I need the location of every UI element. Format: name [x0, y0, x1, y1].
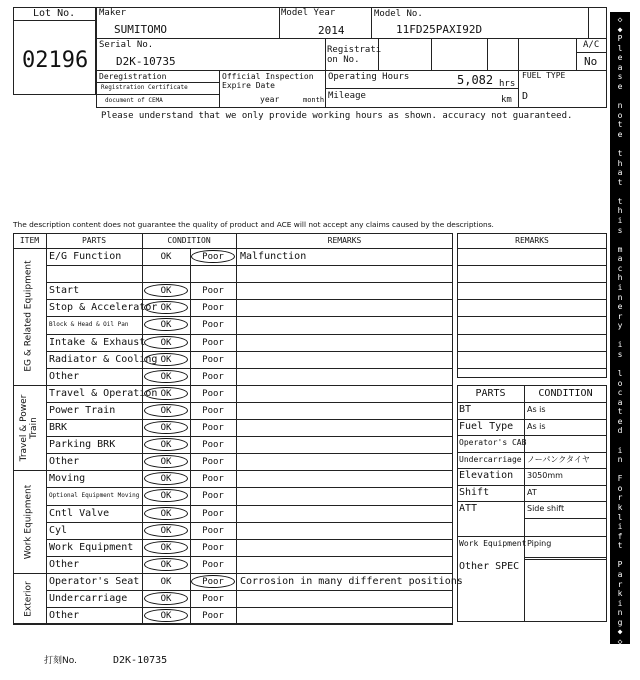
spec-condition-value: Side shift [527, 504, 565, 513]
sidebar-char: r [617, 579, 623, 589]
row-rule [524, 518, 607, 519]
ok-circle-mark [144, 609, 188, 622]
sidebar-char: o [617, 483, 623, 493]
poor-option: Poor [202, 508, 224, 519]
right-remarks-header: REMARKS [515, 236, 549, 245]
spec-condition-value: Piping [527, 538, 552, 548]
sidebar-char: h [617, 206, 623, 216]
group-label: Travel & Power Train [18, 394, 39, 461]
spec-part-name: ATT [459, 503, 478, 514]
doc-cema-label: document of CEMA [105, 97, 163, 104]
op-hours-value: 5,082 [457, 73, 494, 87]
part-name: Stop & Accelerator [49, 302, 158, 314]
sidebar-char: i [617, 598, 623, 608]
row-rule [457, 351, 607, 352]
row-rule [457, 282, 607, 283]
part-name: E/G Function [49, 251, 122, 262]
sidebar-char: k [617, 503, 623, 513]
sidebar-char: s [617, 225, 623, 235]
row-rule [457, 536, 607, 537]
model-no-label: Model No. [374, 9, 423, 19]
inspection-label: Official Inspection Expire Date [222, 72, 314, 91]
poor-option: Poor [202, 405, 224, 416]
sidebar-char: P [617, 560, 623, 570]
part-name: Work Equipment [49, 541, 134, 553]
spec-condition-value: As is [527, 405, 546, 414]
part-name: Moving [49, 473, 86, 485]
poor-option: Poor [202, 286, 224, 297]
ok-option: OK [160, 457, 172, 468]
model-no-value: 11FD25PAXI92D [396, 23, 483, 36]
spec-part-name: Other SPEC [459, 560, 520, 572]
ok-option: OK [160, 440, 172, 451]
sidebar-char: o [617, 110, 623, 120]
row-rule [46, 590, 453, 591]
row-rule [46, 368, 453, 369]
ok-circle-mark [144, 404, 188, 417]
row-rule [46, 436, 453, 437]
sidebar-char: i [617, 445, 623, 455]
sidebar-char: t [617, 148, 623, 158]
sidebar-char: n [617, 292, 623, 302]
sidebar-char: a [617, 254, 623, 264]
spec-condition-value: ノーパンクタイヤ [527, 454, 590, 464]
row-rule [457, 368, 607, 369]
ok-circle-mark [144, 507, 188, 520]
sidebar-char: ◇ [617, 15, 623, 24]
group-label: Work Equipment [23, 484, 34, 559]
column-rule [236, 233, 237, 624]
row-rule [457, 248, 607, 249]
spec-part-name: Fuel Type [459, 420, 514, 432]
sidebar-char: i [617, 282, 623, 292]
sidebar-char: a [617, 570, 623, 579]
dereg-label: Deregistration [99, 72, 167, 81]
sidebar-char: l [617, 43, 623, 53]
sidebar-char: t [617, 120, 623, 130]
part-name: Cyl [49, 524, 68, 536]
sidebar-char: ◆ [617, 24, 623, 34]
sidebar-char: e [617, 53, 623, 63]
sidebar-char: a [617, 168, 623, 178]
sidebar-char: e [617, 81, 623, 91]
sidebar-char: o [617, 378, 623, 388]
right-remarks-box [457, 233, 607, 378]
maker-label: Maker [99, 8, 127, 18]
fuel-type-label: FUEL TYPE [522, 71, 566, 80]
sidebar-char: m [617, 244, 623, 254]
column-rule [524, 385, 525, 622]
row-rule [13, 385, 453, 386]
month-label: month [303, 96, 325, 104]
ok-option: OK [160, 559, 172, 570]
ok-option: OK [160, 405, 172, 416]
remark-text: Malfunction [240, 251, 307, 262]
col-remarks-header: REMARKS [327, 236, 362, 245]
location-note-sidebar [610, 12, 630, 644]
poor-option: Poor [202, 474, 224, 485]
poor-option: Poor [202, 388, 224, 399]
part-name: Optional Equipment Moving [49, 492, 140, 500]
part-name: Parking BRK [49, 439, 116, 451]
row-rule [457, 468, 607, 469]
sidebar-char: d [617, 426, 623, 436]
col-item-header: ITEM [19, 236, 40, 245]
serial-label: Serial No. [99, 40, 154, 50]
row-rule [46, 299, 453, 300]
spec-part-name: Shift [459, 486, 490, 498]
ok-option: OK [160, 252, 172, 262]
row-rule [46, 522, 453, 523]
ok-option: OK [160, 594, 172, 604]
reg-cert-label: Registration Certificate [101, 84, 188, 91]
sidebar-char: s [617, 72, 623, 82]
sidebar-char: ◇ [617, 637, 623, 646]
mileage-label: Mileage [328, 91, 366, 101]
poor-option: Poor [202, 440, 224, 451]
row-rule [46, 402, 453, 403]
poor-circle-mark [191, 250, 235, 263]
poor-option: Poor [202, 576, 224, 587]
row-rule [46, 419, 453, 420]
sidebar-char: a [617, 62, 623, 72]
ok-option: OK [160, 491, 172, 502]
part-name: Travel & Operation [49, 387, 158, 399]
poor-option: Poor [202, 303, 224, 314]
ok-circle-mark [144, 421, 188, 434]
ok-option: OK [160, 423, 172, 433]
spec-condition-value: As is [527, 421, 546, 431]
col-condition-header: CONDITION [167, 236, 211, 245]
sidebar-char: a [617, 397, 623, 407]
poor-option: Poor [202, 542, 224, 553]
poor-option: Poor [202, 354, 224, 365]
working-hours-note: Please understand that we only provide working hours as shown. accuracy not guaranteed. [101, 111, 573, 121]
sidebar-char: k [617, 589, 623, 599]
ok-option: OK [160, 474, 172, 485]
km-label: km [501, 95, 512, 105]
row-rule [46, 316, 453, 317]
part-name: Radiator & Cooling [49, 353, 158, 365]
spec-part-name: Work Equipment [459, 538, 527, 548]
row-rule [457, 299, 607, 300]
row-rule [457, 265, 607, 266]
ok-option: OK [160, 525, 172, 536]
poor-option: Poor [202, 525, 224, 536]
row-rule [46, 556, 453, 557]
hrs-label: hrs [499, 79, 516, 89]
spec-condition-value: AT [527, 487, 537, 497]
row-rule [457, 435, 607, 436]
sidebar-char: P [617, 34, 623, 44]
part-name: Intake & Exhaust [49, 336, 146, 348]
group-label: Exterior [23, 580, 34, 617]
lot-number: 02196 [22, 48, 89, 73]
sidebar-char: l [617, 369, 623, 379]
registration-label: Registrati on No. [327, 45, 382, 66]
disclaimer: The description content does not guarantee the quality of product and ACE will not accept any claims caused by the descriptions. [13, 220, 494, 229]
poor-option: Poor [202, 491, 224, 502]
sidebar-char: c [617, 388, 623, 398]
poor-option: Poor [202, 371, 224, 382]
sidebar-char: y [617, 321, 623, 331]
ok-circle-mark [144, 370, 188, 383]
poor-option: Poor [202, 423, 224, 433]
sidebar-char: s [617, 349, 623, 359]
part-name: Other [49, 456, 80, 468]
spec-part-name: Operator's CAB [459, 438, 527, 447]
spec-part-name: Elevation [459, 470, 514, 481]
row-rule [457, 501, 607, 502]
ok-option: OK [160, 542, 172, 553]
poor-option: Poor [202, 320, 224, 331]
maker-value: SUMITOMO [114, 23, 167, 36]
sidebar-char: l [617, 512, 623, 522]
part-name: Cntl Valve [49, 507, 110, 519]
spec-parts-header: PARTS [475, 388, 506, 399]
part-name: Other [49, 610, 80, 622]
ok-option: OK [160, 508, 172, 519]
sidebar-char: ◆ [617, 627, 623, 637]
sidebar-char: F [617, 474, 623, 484]
row-rule [46, 505, 453, 506]
row-rule [46, 334, 453, 335]
row-rule [46, 282, 453, 283]
row-rule [46, 453, 453, 454]
part-name: Operator's Seat [49, 575, 140, 587]
sidebar-char: t [617, 541, 623, 551]
spec-condition-header: CONDITION [538, 388, 593, 399]
row-rule [524, 557, 607, 558]
part-name: Other [49, 558, 80, 570]
ok-circle-mark [144, 438, 188, 451]
sidebar-char: f [617, 531, 623, 541]
part-name: Undercarriage [49, 593, 128, 604]
sidebar-char: i [617, 340, 623, 350]
poor-option: Poor [202, 337, 224, 348]
poor-option: Poor [202, 594, 224, 604]
model-year-label: Model Year [281, 8, 336, 18]
ok-circle-mark [144, 592, 188, 605]
ok-circle-mark [144, 524, 188, 537]
ok-circle-mark [144, 387, 188, 400]
spec-part-name: Undercarriage [459, 454, 522, 464]
ok-circle-mark [144, 353, 188, 366]
row-rule [457, 402, 607, 403]
sidebar-char: e [617, 416, 623, 426]
ok-option: OK [160, 337, 172, 348]
ok-circle-mark [144, 336, 188, 349]
serial-value: D2K-10735 [116, 55, 176, 68]
spec-part-name: BT [459, 404, 472, 415]
sidebar-char: t [617, 407, 623, 417]
col-parts-header: PARTS [81, 236, 107, 245]
year-label: year [260, 95, 280, 104]
model-year-value: 2014 [318, 24, 345, 37]
sidebar-char: t [617, 196, 623, 206]
ac-label: A/C [583, 40, 600, 50]
row-rule [524, 559, 607, 560]
ok-option: OK [160, 354, 172, 365]
ok-option: OK [160, 320, 172, 331]
ok-option: OK [160, 286, 172, 297]
part-name: Block & Head & Oil Pan [49, 321, 129, 329]
sidebar-char: i [617, 522, 623, 532]
row-rule [457, 419, 607, 420]
sidebar-char: r [617, 311, 623, 321]
row-rule [457, 485, 607, 486]
footer-serial: D2K-10735 [113, 655, 168, 666]
sidebar-char: n [617, 101, 623, 111]
part-name: BRK [49, 422, 68, 433]
header-rule [13, 248, 453, 249]
footer-label: 打刻No. [44, 656, 77, 666]
sidebar-char: g [617, 617, 623, 627]
row-rule [457, 334, 607, 335]
fuel-type-value: D [522, 91, 529, 102]
row-rule [13, 624, 453, 625]
part-name: Other [49, 370, 80, 382]
poor-option: Poor [202, 559, 224, 570]
poor-circle-mark [191, 575, 235, 588]
sidebar-char: e [617, 302, 623, 312]
remark-text: Corrosion in many different positions [240, 575, 463, 587]
sidebar-char: c [617, 263, 623, 273]
sidebar-char: h [617, 158, 623, 168]
ok-circle-mark [144, 558, 188, 571]
poor-option: Poor [202, 611, 224, 622]
sidebar-char: n [617, 455, 623, 465]
row-rule [457, 452, 607, 453]
ok-circle-mark [144, 541, 188, 554]
ok-option: OK [160, 388, 172, 399]
lot-label: Lot No. [33, 8, 76, 19]
row-rule [46, 539, 453, 540]
part-name: Power Train [49, 404, 116, 416]
sidebar-char: h [617, 273, 623, 283]
row-rule [13, 470, 453, 471]
poor-option: Poor [202, 457, 224, 468]
sidebar-char: t [617, 177, 623, 187]
ok-option: OK [160, 371, 172, 382]
sidebar-char: i [617, 215, 623, 225]
ok-option: OK [160, 303, 172, 314]
poor-option: Poor [202, 252, 224, 262]
row-rule [46, 487, 453, 488]
ac-value: No [584, 55, 598, 68]
sidebar-char: n [617, 608, 623, 618]
row-rule [46, 351, 453, 352]
row-rule [46, 607, 453, 608]
ok-option: OK [160, 611, 172, 622]
row-rule [457, 316, 607, 317]
row-rule [46, 265, 453, 266]
column-rule [46, 233, 47, 624]
spec-condition-value: 3050mm [527, 471, 563, 480]
sidebar-char: e [617, 129, 623, 139]
op-hours-label: Operating Hours [328, 72, 410, 82]
group-label: EG & Related Equipment [23, 260, 34, 373]
ok-option: OK [160, 576, 172, 587]
sidebar-char: r [617, 493, 623, 503]
row-rule [13, 573, 453, 574]
part-name: Start [49, 285, 80, 297]
